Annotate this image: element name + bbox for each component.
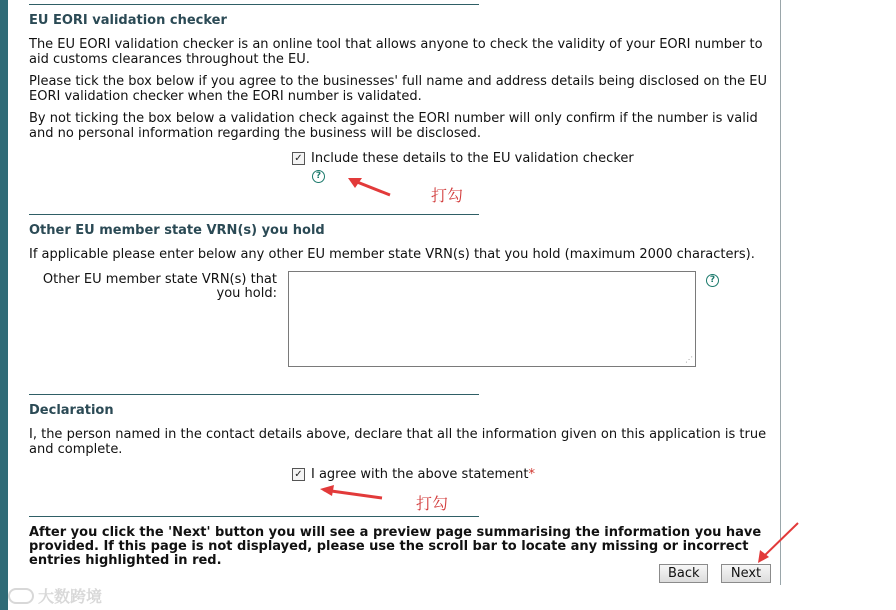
vrn-help-icon[interactable]: ? bbox=[706, 274, 719, 287]
annotation-tick-1: 打勾 bbox=[431, 186, 464, 205]
eori-consent-checkbox[interactable]: ✓ bbox=[292, 152, 305, 165]
content-right-border bbox=[780, 0, 781, 585]
declaration-agree-checkbox[interactable]: ✓ bbox=[292, 468, 305, 481]
annotation-arrow-1-icon bbox=[346, 174, 394, 200]
eori-consent-row bbox=[292, 151, 634, 166]
vrn-field-label: Other EU member state VRN(s) that you hold: bbox=[42, 272, 277, 301]
eori-paragraph-2: Please tick the box below if you agree to the businesses' full name and address details being disclosed on the EU EORI validation checker when the EORI number is validated. bbox=[29, 74, 767, 104]
vrn-section-title: Other EU member state VRN(s) you hold bbox=[29, 223, 325, 238]
declaration-section-title: Declaration bbox=[29, 403, 114, 418]
footer-note: After you click the 'Next' button you will see a preview page summarising the information you have provided. If this page is not displayed, please use the scroll bar to locate any missing or incorrect entries highlighted in red. bbox=[29, 525, 762, 568]
section-divider bbox=[29, 214, 479, 215]
watermark bbox=[8, 584, 102, 607]
declaration-text: I, the person named in the contact details above, declare that all the information given on this application is true and complete. bbox=[29, 427, 767, 457]
required-marker: * bbox=[528, 467, 535, 482]
left-border-bar bbox=[0, 0, 8, 610]
vrn-textarea[interactable] bbox=[288, 271, 696, 367]
annotation-tick-2: 打勾 bbox=[416, 494, 449, 513]
section-divider bbox=[29, 394, 479, 395]
declaration-agree-text: I agree with the above statement bbox=[311, 467, 529, 482]
declaration-agree-label bbox=[311, 467, 535, 482]
eori-section-title: EU EORI validation checker bbox=[29, 13, 227, 28]
vrn-intro: If applicable please enter below any other EU member state VRN(s) that you hold (maximum 2000 characters). bbox=[29, 247, 755, 262]
declaration-agree-row bbox=[292, 467, 535, 482]
annotation-arrow-3-icon bbox=[754, 520, 802, 566]
eori-paragraph-3: By not ticking the box below a validation check against the EORI number will only confirm if the number is valid and no personal information regarding the business will be disclosed. bbox=[29, 111, 758, 141]
resize-grip-icon[interactable]: ⋰ bbox=[685, 355, 693, 364]
eori-paragraph-1: The EU EORI validation checker is an online tool that allows anyone to check the validity of your EORI number to aid customs clearances throughout the EU. bbox=[29, 37, 763, 67]
annotation-arrow-2-icon bbox=[318, 484, 386, 506]
watermark-text: 大数跨境 bbox=[38, 587, 103, 606]
watermark-logo-icon bbox=[8, 588, 34, 604]
eori-consent-label: Include these details to the EU validation checker bbox=[311, 151, 634, 166]
section-divider bbox=[29, 4, 479, 5]
eori-help-icon[interactable]: ? bbox=[312, 170, 325, 183]
section-divider bbox=[29, 516, 479, 517]
back-button[interactable]: Back bbox=[659, 564, 708, 583]
next-button[interactable]: Next bbox=[721, 564, 771, 583]
